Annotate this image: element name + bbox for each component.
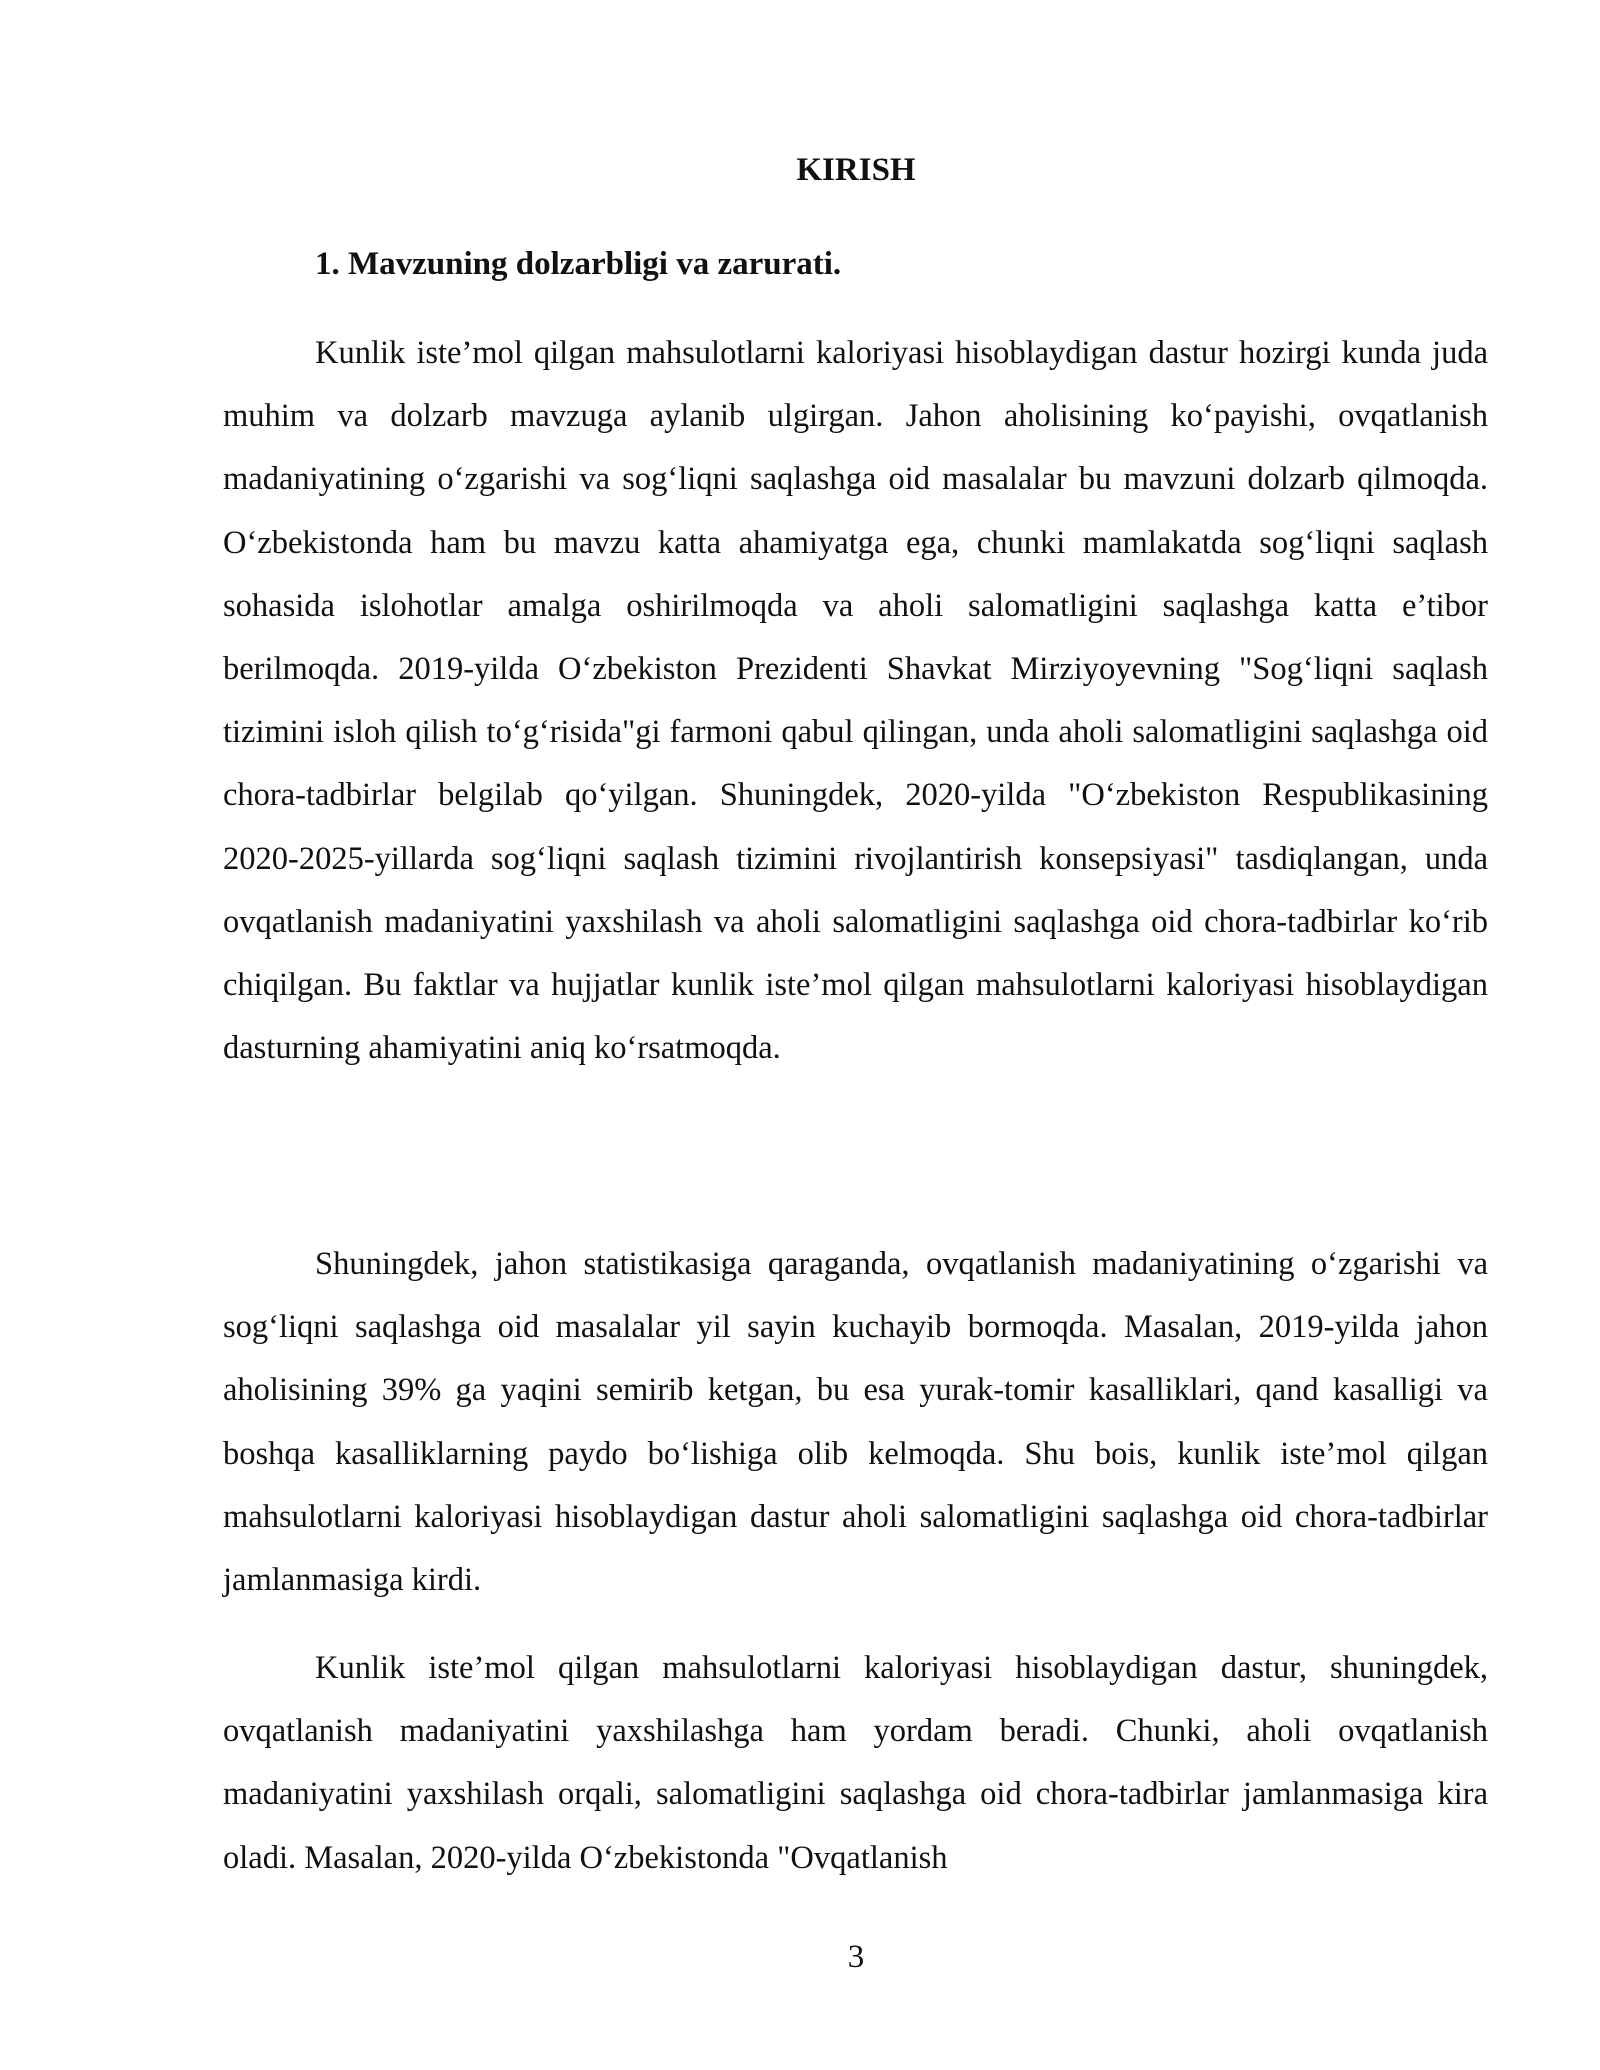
body-paragraph-2: Shuningdek, jahon statistikasiga qaraganda, ovqatlanish madaniyatining o‘zgarishi va sog‘liqni saqlashga oid masalalar yil sayin kuchayib bormoqda. Masalan, 2019-yilda jahon aholisining 39% ga yaqini semirib ketgan, bu esa yurak-tomir kasalliklari, qand kasalligi va boshqa kasalliklarning paydo bo‘lishiga olib kelmoqda. Shu bois, kunlik iste’mol qilgan mahsulotlarni kaloriyasi hisoblaydigan dastur aholi salomatligini saqlashga oid chora-tadbirlar jamlanmasiga kirdi.	[223, 1246, 1488, 1599]
section-heading: 1. Mavzuning dolzarbligi va zarurati.	[315, 246, 842, 282]
body-paragraph-1: Kunlik iste’mol qilgan mahsulotlarni kaloriyasi hisoblaydigan dastur hozirgi kunda juda muhim va dolzarb mavzuga aylanib ulgirgan. Jahon aholisining ko‘payishi, ovqatlanish madaniyatining o‘zgarishi va sog‘liqni saqlashga oid masalalar bu mavzuni dolzarb qilmoqda. O‘zbekistonda ham bu mavzu katta ahamiyatga ega, chunki mamlakatda sog‘liqni saqlash sohasida islohotlar amalga oshirilmoqda va aholi salomatligini saqlashga katta e’tibor berilmoqda. 2019-yilda O‘zbekiston Prezidenti Shavkat Mirziyoyevning "Sog‘liqni saqlash tizimini isloh qilish to‘g‘risida"gi farmoni qabul qilingan, unda aholi salomatligini saqlashga oid chora-tadbirlar belgilab qo‘yilgan. Shuningdek, 2020-yilda "O‘zbekiston Respublikasining 2020-2025-yillarda sog‘liqni saqlash tizimini rivojlantirish konsepsiyasi" tasdiqlangan, unda ovqatlanish madaniyatini yaxshilash va aholi salomatligini saqlashga oid chora-tadbirlar ko‘rib chiqilgan. Bu faktlar va hujjatlar kunlik iste’mol qilgan mahsulotlarni kaloriyasi hisoblaydigan dasturning ahamiyatini aniq ko‘rsatmoqda.	[223, 335, 1488, 1067]
page-number: 3	[847, 1939, 865, 1975]
body-paragraph-3: Kunlik iste’mol qilgan mahsulotlarni kaloriyasi hisoblaydigan dastur, shuningdek, ovqatlanish madaniyatini yaxshilashga ham yordam beradi. Chunki, aholi ovqatlanish madaniyatini yaxshilash orqali, salomatligini saqlashga oid chora-tadbirlar jamlanmasiga kira oladi. Masalan, 2020-yilda O‘zbekistonda "Ovqatlanish	[223, 1650, 1488, 1876]
chapter-title: KIRISH	[796, 152, 916, 188]
